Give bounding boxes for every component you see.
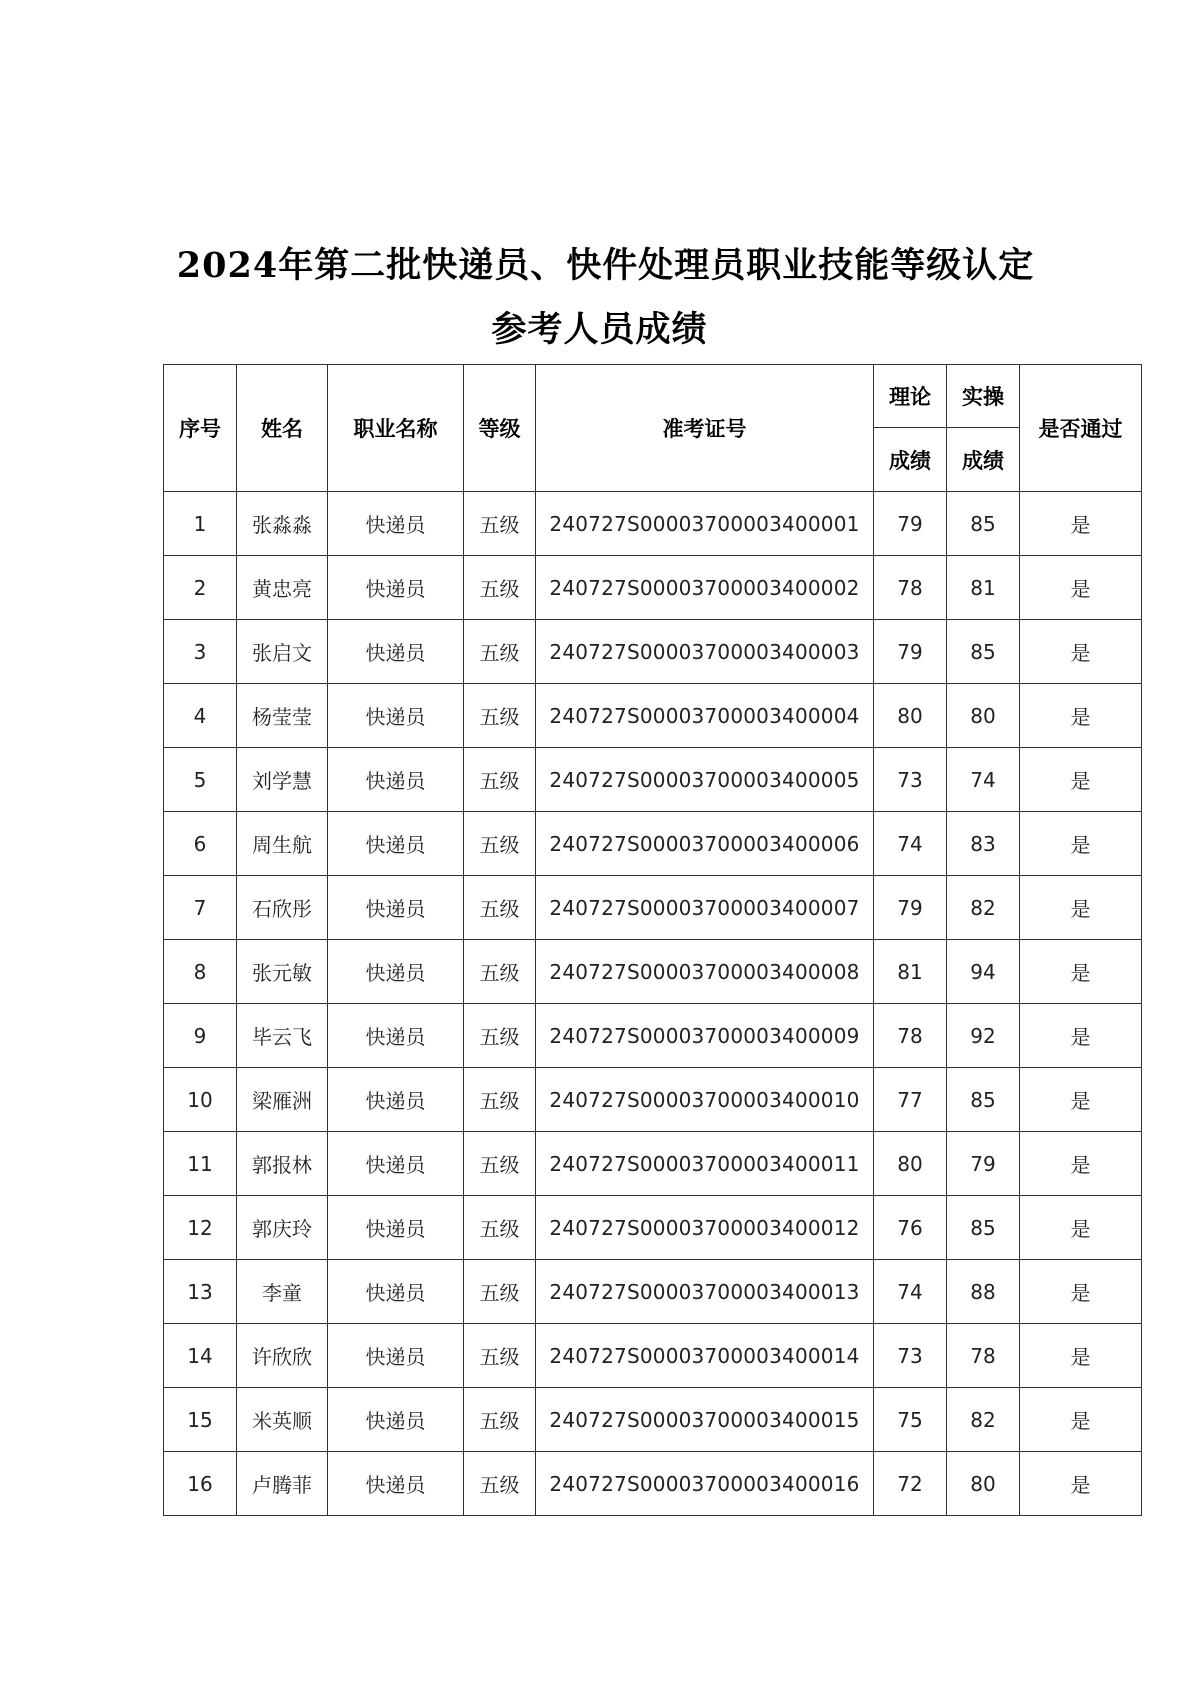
- cell-passed: 是: [1020, 492, 1142, 556]
- table-row: [164, 940, 1142, 1004]
- cell-occupation: 快递员: [328, 940, 464, 1004]
- cell-occupation: 快递员: [328, 1388, 464, 1452]
- cell-theory-score: 80: [874, 684, 947, 748]
- cell-theory-score: 72: [874, 1452, 947, 1516]
- cell-practical-score: 94: [947, 940, 1020, 1004]
- cell-cert-no: 240727S00003700003400001: [536, 492, 874, 556]
- cell-passed: 是: [1020, 1324, 1142, 1388]
- cell-seq: 9: [164, 1004, 237, 1068]
- table-row: [164, 1388, 1142, 1452]
- cell-cert-no: 240727S00003700003400002: [536, 556, 874, 620]
- cell-seq: 13: [164, 1260, 237, 1324]
- cell-theory-score: 77: [874, 1068, 947, 1132]
- header-practical-score: 成绩: [947, 428, 1020, 492]
- cell-level: 五级: [464, 876, 536, 940]
- cell-practical-score: 83: [947, 812, 1020, 876]
- cell-passed: 是: [1020, 556, 1142, 620]
- cell-cert-no: 240727S00003700003400003: [536, 620, 874, 684]
- cell-cert-no: 240727S00003700003400007: [536, 876, 874, 940]
- cell-seq: 1: [164, 492, 237, 556]
- scores-table: [163, 364, 1142, 1516]
- cell-occupation: 快递员: [328, 1132, 464, 1196]
- header-practical: 实操: [947, 365, 1020, 428]
- cell-theory-score: 80: [874, 1132, 947, 1196]
- cell-name: 毕云飞: [237, 1004, 328, 1068]
- header-theory-score: 成绩: [874, 428, 947, 492]
- header-name: 姓名: [237, 365, 328, 492]
- cell-practical-score: 92: [947, 1004, 1020, 1068]
- table-row: [164, 1068, 1142, 1132]
- cell-name: 石欣彤: [237, 876, 328, 940]
- cell-level: 五级: [464, 1196, 536, 1260]
- cell-occupation: 快递员: [328, 620, 464, 684]
- cell-level: 五级: [464, 1004, 536, 1068]
- cell-theory-score: 73: [874, 1324, 947, 1388]
- cell-occupation: 快递员: [328, 748, 464, 812]
- cell-theory-score: 74: [874, 812, 947, 876]
- cell-practical-score: 85: [947, 1196, 1020, 1260]
- cell-level: 五级: [464, 1324, 536, 1388]
- cell-name: 黄忠亮: [237, 556, 328, 620]
- cell-level: 五级: [464, 556, 536, 620]
- cell-name: 卢腾菲: [237, 1452, 328, 1516]
- header-row: [164, 365, 1142, 428]
- cell-occupation: 快递员: [328, 812, 464, 876]
- document-title: 2024年第二批快递员、快件处理员职业技能等级认定: [176, 245, 1035, 286]
- cell-seq: 7: [164, 876, 237, 940]
- cell-theory-score: 79: [874, 876, 947, 940]
- cell-passed: 是: [1020, 1004, 1142, 1068]
- cell-name: 刘学慧: [237, 748, 328, 812]
- cell-cert-no: 240727S00003700003400013: [536, 1260, 874, 1324]
- cell-passed: 是: [1020, 620, 1142, 684]
- cell-seq: 5: [164, 748, 237, 812]
- cell-seq: 11: [164, 1132, 237, 1196]
- cell-level: 五级: [464, 748, 536, 812]
- table-row: [164, 876, 1142, 940]
- cell-seq: 15: [164, 1388, 237, 1452]
- cell-practical-score: 80: [947, 684, 1020, 748]
- cell-theory-score: 78: [874, 1004, 947, 1068]
- cell-occupation: 快递员: [328, 1004, 464, 1068]
- cell-passed: 是: [1020, 1260, 1142, 1324]
- table-row: [164, 620, 1142, 684]
- cell-theory-score: 78: [874, 556, 947, 620]
- cell-level: 五级: [464, 492, 536, 556]
- cell-occupation: 快递员: [328, 1196, 464, 1260]
- header-level: 等级: [464, 365, 536, 492]
- cell-passed: 是: [1020, 1388, 1142, 1452]
- table-row: [164, 1196, 1142, 1260]
- cell-passed: 是: [1020, 876, 1142, 940]
- cell-seq: 2: [164, 556, 237, 620]
- cell-name: 张启文: [237, 620, 328, 684]
- cell-level: 五级: [464, 1452, 536, 1516]
- header-occupation: 职业名称: [328, 365, 464, 492]
- cell-cert-no: 240727S00003700003400010: [536, 1068, 874, 1132]
- cell-level: 五级: [464, 940, 536, 1004]
- cell-occupation: 快递员: [328, 1068, 464, 1132]
- cell-level: 五级: [464, 620, 536, 684]
- table-row: [164, 1004, 1142, 1068]
- cell-practical-score: 88: [947, 1260, 1020, 1324]
- cell-passed: 是: [1020, 1196, 1142, 1260]
- cell-seq: 16: [164, 1452, 237, 1516]
- cell-occupation: 快递员: [328, 1324, 464, 1388]
- cell-name: 梁雁洲: [237, 1068, 328, 1132]
- table-row: [164, 556, 1142, 620]
- cell-practical-score: 85: [947, 620, 1020, 684]
- cell-seq: 12: [164, 1196, 237, 1260]
- table-row: [164, 684, 1142, 748]
- table-row: [164, 1260, 1142, 1324]
- cell-name: 张元敏: [237, 940, 328, 1004]
- cell-name: 李童: [237, 1260, 328, 1324]
- cell-level: 五级: [464, 812, 536, 876]
- cell-occupation: 快递员: [328, 556, 464, 620]
- cell-level: 五级: [464, 1388, 536, 1452]
- cell-level: 五级: [464, 1068, 536, 1132]
- cell-cert-no: 240727S00003700003400008: [536, 940, 874, 1004]
- document-subtitle: 参考人员成绩: [491, 309, 708, 350]
- table-row: [164, 1452, 1142, 1516]
- cell-seq: 8: [164, 940, 237, 1004]
- cell-occupation: 快递员: [328, 1452, 464, 1516]
- cell-theory-score: 79: [874, 620, 947, 684]
- cell-theory-score: 81: [874, 940, 947, 1004]
- cell-name: 米英顺: [237, 1388, 328, 1452]
- table-row: [164, 748, 1142, 812]
- cell-cert-no: 240727S00003700003400011: [536, 1132, 874, 1196]
- cell-practical-score: 82: [947, 876, 1020, 940]
- cell-theory-score: 79: [874, 492, 947, 556]
- table-row: [164, 1324, 1142, 1388]
- cell-level: 五级: [464, 1132, 536, 1196]
- cell-seq: 4: [164, 684, 237, 748]
- table-row: [164, 812, 1142, 876]
- cell-cert-no: 240727S00003700003400004: [536, 684, 874, 748]
- table-body: [164, 492, 1142, 1516]
- header-theory: 理论: [874, 365, 947, 428]
- cell-practical-score: 81: [947, 556, 1020, 620]
- cell-cert-no: 240727S00003700003400014: [536, 1324, 874, 1388]
- cell-name: 周生航: [237, 812, 328, 876]
- cell-theory-score: 74: [874, 1260, 947, 1324]
- cell-cert-no: 240727S00003700003400005: [536, 748, 874, 812]
- cell-name: 许欣欣: [237, 1324, 328, 1388]
- cell-name: 郭报林: [237, 1132, 328, 1196]
- cell-seq: 14: [164, 1324, 237, 1388]
- header-cert-no: 准考证号: [536, 365, 874, 492]
- cell-occupation: 快递员: [328, 1260, 464, 1324]
- cell-practical-score: 85: [947, 1068, 1020, 1132]
- cell-practical-score: 85: [947, 492, 1020, 556]
- cell-cert-no: 240727S00003700003400006: [536, 812, 874, 876]
- cell-theory-score: 76: [874, 1196, 947, 1260]
- cell-cert-no: 240727S00003700003400012: [536, 1196, 874, 1260]
- cell-name: 杨莹莹: [237, 684, 328, 748]
- cell-name: 郭庆玲: [237, 1196, 328, 1260]
- cell-passed: 是: [1020, 748, 1142, 812]
- cell-seq: 3: [164, 620, 237, 684]
- cell-occupation: 快递员: [328, 492, 464, 556]
- cell-practical-score: 79: [947, 1132, 1020, 1196]
- cell-occupation: 快递员: [328, 876, 464, 940]
- cell-passed: 是: [1020, 1132, 1142, 1196]
- cell-name: 张淼淼: [237, 492, 328, 556]
- header-passed: 是否通过: [1020, 365, 1142, 492]
- cell-passed: 是: [1020, 940, 1142, 1004]
- cell-seq: 10: [164, 1068, 237, 1132]
- cell-occupation: 快递员: [328, 684, 464, 748]
- cell-theory-score: 75: [874, 1388, 947, 1452]
- cell-practical-score: 82: [947, 1388, 1020, 1452]
- cell-practical-score: 80: [947, 1452, 1020, 1516]
- cell-level: 五级: [464, 1260, 536, 1324]
- cell-practical-score: 74: [947, 748, 1020, 812]
- cell-level: 五级: [464, 684, 536, 748]
- table-row: [164, 492, 1142, 556]
- cell-passed: 是: [1020, 1068, 1142, 1132]
- cell-passed: 是: [1020, 684, 1142, 748]
- header-seq: 序号: [164, 365, 237, 492]
- cell-passed: 是: [1020, 812, 1142, 876]
- cell-cert-no: 240727S00003700003400009: [536, 1004, 874, 1068]
- cell-practical-score: 78: [947, 1324, 1020, 1388]
- cell-cert-no: 240727S00003700003400015: [536, 1388, 874, 1452]
- cell-theory-score: 73: [874, 748, 947, 812]
- cell-passed: 是: [1020, 1452, 1142, 1516]
- cell-seq: 6: [164, 812, 237, 876]
- cell-cert-no: 240727S00003700003400016: [536, 1452, 874, 1516]
- table-row: [164, 1132, 1142, 1196]
